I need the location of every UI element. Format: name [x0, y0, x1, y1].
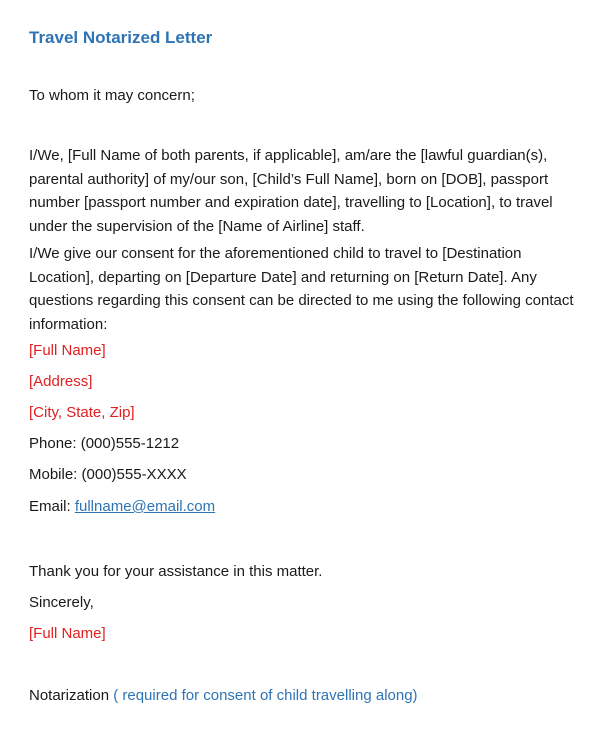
signature-name: [Full Name] — [29, 625, 106, 642]
contact-mobile: Mobile: (000)555-XXXX — [29, 466, 187, 483]
contact-city-state-zip: [City, State, Zip] — [29, 404, 135, 421]
contact-full-name: [Full Name] — [29, 342, 106, 359]
email-link[interactable]: fullname@email.com — [74, 498, 216, 515]
notarization-note: ( required for consent of child travelling along) — [109, 687, 418, 704]
salutation: To whom it may concern; — [29, 87, 195, 104]
thanks-line: Thank you for your assistance in this matter. — [29, 563, 323, 580]
notarization-label: Notarization — [29, 687, 110, 704]
consent-paragraph-1: I/We, [Full Name of both parents, if applicable], am/are the [lawful guardian(s), parental authority] of my/our son, [Child’s Full Name], born on [DOB], passport number [passport number and expiration date], travelling to [Location], to travel under the supervision of the [Name of Airline] staff. — [29, 147, 553, 235]
contact-address: [Address] — [29, 373, 93, 390]
contact-phone: Phone: (000)555-1212 — [29, 435, 180, 452]
document-title: Travel Notarized Letter — [29, 28, 213, 47]
contact-email — [29, 497, 215, 517]
notarization-line — [29, 686, 418, 706]
closing-line: Sincerely, — [29, 594, 94, 611]
email-label: Email: — [29, 498, 75, 515]
consent-paragraph-2: I/We give our consent for the aforementioned child to travel to [Destination Location], departing on [Departure Date] and returning on [Return Date]. Any questions regarding this consent can be directed to me using the following contact information: — [29, 245, 574, 333]
